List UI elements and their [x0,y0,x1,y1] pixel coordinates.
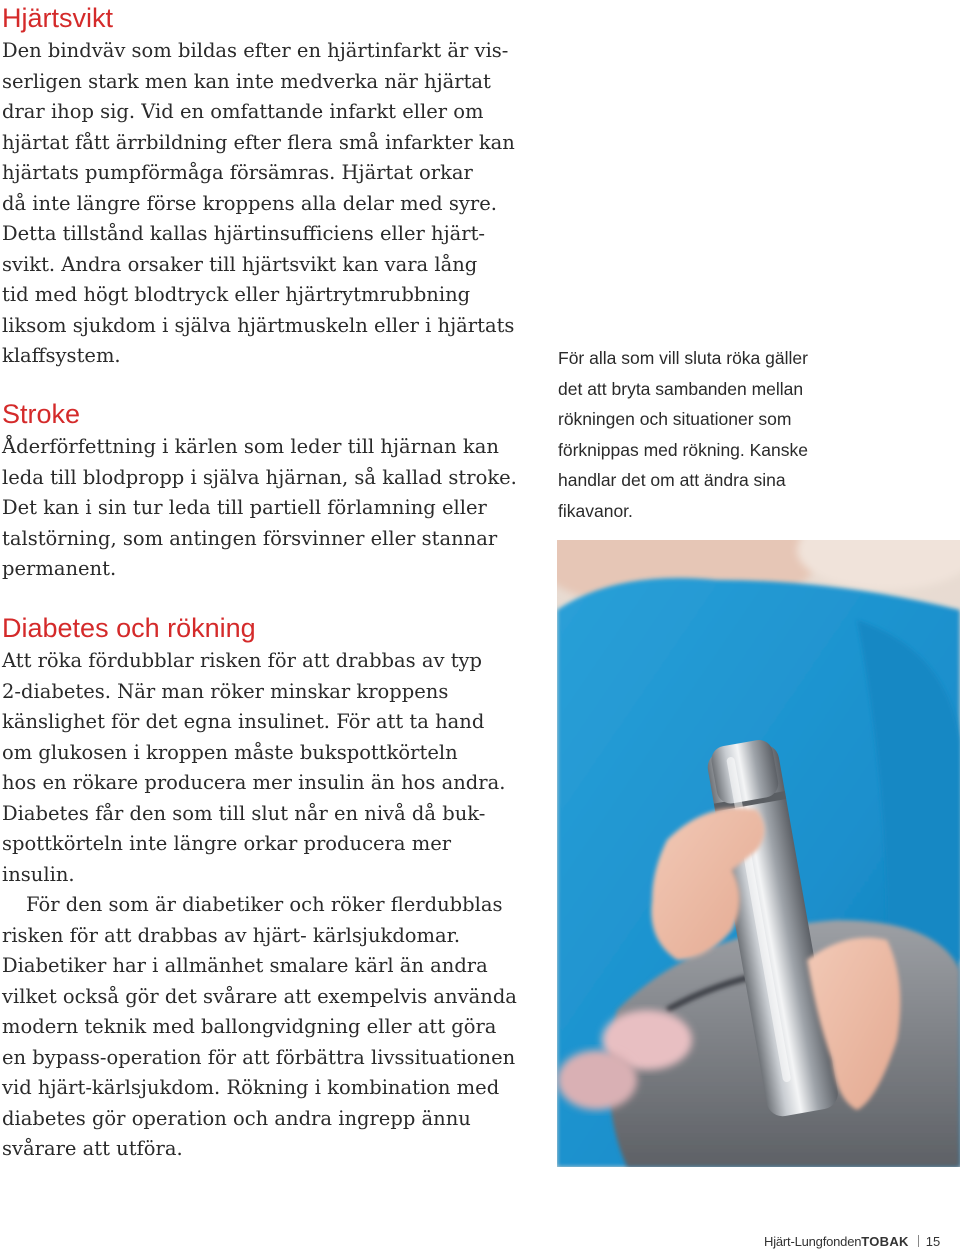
text-line: en bypass-operation för att förbättra livssituationen [2,1045,516,1069]
text-line: drar ihop sig. Vid en omfattande infarkt eller om [2,100,484,123]
thermos-photo [557,540,960,1167]
text-line: 2-diabetes. När man röker minskar kroppens [2,679,449,703]
text-line: vid hjärt-kärlsjukdom. Rökning i kombination med [2,1076,500,1099]
text-line: Diabetes får den som till slut når en nivå då buk- [2,801,486,825]
text-line: svårare att utföra. [2,1137,183,1160]
text-line: känslighet för det egna insulinet. För att ta hand [2,710,485,733]
text-line: Åderförfettning i kärlen som leder till hjärnan kan [2,435,499,458]
text-line: Att röka fördubblar risken för att drabbas av typ [2,649,483,672]
text-line: tid med högt blodtryck eller hjärtrytmrubbning [2,283,471,306]
text-line: talstörning, som antingen försvinner eller stannar [2,526,498,550]
text-line: då inte längre förse kroppens alla delar med syre. [2,191,497,215]
text-line: spottkörteln inte längre orkar producera mer [2,832,452,855]
text-line: risken för att drabbas av hjärt- kärlsjukdomar. [2,923,461,947]
text-line: serligen stark men kan inte medverka när hjärtat [2,69,491,93]
text-line: hjärtats pumpförmåga försämras. Hjärtat orkar [2,161,473,184]
footer-product: TOBAK [861,1234,909,1249]
text-line: hjärtat fått ärrbildning efter flera små infarkter kan [2,130,515,154]
section-body-hjartsvikt [2,36,515,372]
text-line: Diabetiker har i allmänhet smalare kärl än andra [2,954,488,977]
text-line: Det kan i sin tur leda till partiell förlamning eller [2,496,487,519]
page-footer [764,1233,940,1251]
text-line: om glukosen i kroppen måste bukspottkörteln [2,740,458,764]
text-line: klaffsystem. [2,344,121,367]
text-line: permanent. [2,557,117,580]
text-line: vilket också gör det svårare att exempelvis använda [2,984,517,1008]
text-line: hos en rökare producera mer insulin än hos andra. [2,771,506,794]
caption-line: fikavanor. [558,500,633,521]
text-line: Detta tillstånd kallas hjärtinsufficiens eller hjärt- [2,222,486,245]
caption-line: förknippas med rökning. Kanske [558,439,808,460]
text-line: modern teknik med ballongvidgning eller att göra [2,1015,497,1038]
text-line: För den som är diabetiker och röker flerdubblas [26,893,503,916]
section-heading-hjartsvikt: Hjärtsvikt [2,3,114,33]
caption-line: handlar det om att ändra sina [558,470,786,490]
section-body-diabetes [2,646,517,1165]
section-heading-stroke: Stroke [2,399,81,429]
text-line: Den bindväv som bildas efter en hjärtinfarkt är vis- [2,39,509,62]
footer-brand: Hjärt-Lungfonden [764,1234,862,1249]
section-heading-diabetes: Diabetes och rökning [2,613,256,643]
text-line: leda till blodpropp i själva hjärnan, så kallad stroke. [2,465,517,489]
caption-line: rökningen och situationer som [558,409,792,429]
text-line: diabetes gör operation och andra ingrepp ännu [2,1106,471,1130]
footer-divider [918,1235,919,1247]
text-line: insulin. [2,862,75,886]
page-number: 15 [925,1234,941,1249]
text-line: svikt. Andra orsaker till hjärtsvikt kan vara lång [2,252,478,276]
section-body-stroke [2,432,517,585]
caption-line: det att bryta sambanden mellan [558,378,804,399]
text-line: liksom sjukdom i själva hjärtmuskeln eller i hjärtats [2,313,515,337]
caption-line: För alla som vill sluta röka gäller [558,348,808,368]
photo-caption [558,343,808,526]
